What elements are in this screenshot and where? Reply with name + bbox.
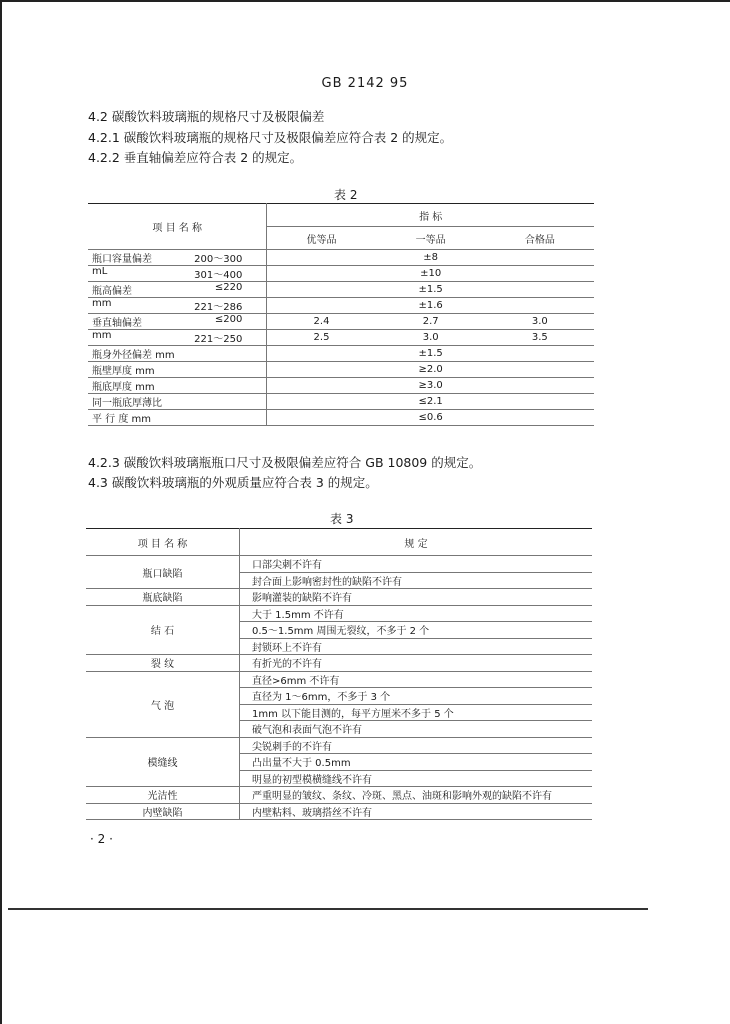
table2-row-label: 垂直轴偏差 [92,318,142,329]
table2-cell-grade1 [267,346,376,362]
section-4-3: 4.3 碳酸饮料玻璃瓶的外观质量应符合表 3 的规定。 [88,475,378,490]
table3-rule: 明显的初型模横缝线不许有 [240,770,593,787]
table2-row-label: 同一瓶底厚薄比 [92,398,162,409]
table3-item: 气 泡 [86,671,240,737]
table2-cell-grade3 [486,250,594,266]
table2-row [88,362,594,378]
table2-row-label: mm [92,330,112,341]
doc-code: GB 2142 95 [321,76,409,91]
table-3 [86,528,592,820]
table2-row-label: 瓶底厚度 mm [92,382,155,393]
table2-row-name [88,410,267,426]
table2-row-label: 瓶高偏差 [92,286,132,297]
table2-row [88,266,594,282]
table2-cell-grade1 [267,378,376,394]
table3-rule: 封合面上影响密封性的缺陷不许有 [240,572,593,589]
table2-row-range: 221～286 [194,302,243,313]
table2-cell-grade1 [267,394,376,410]
table2-cell-grade1 [267,410,376,426]
table2-cell-grade1 [267,250,376,266]
table2-row-range: 200～300 [194,254,243,265]
table2-cell-grade3 [486,362,594,378]
table2-cell-grade3 [486,298,594,314]
table3-item: 瓶底缺陷 [86,589,240,606]
table2-row-name [88,266,267,282]
table2-cell-grade3 [486,394,594,410]
table2-row [88,282,594,298]
table2-cell-grade2: ≥3.0 [376,378,486,394]
table3-item: 裂 纹 [86,655,240,672]
table2-cell-grade2: ±1.5 [376,282,486,298]
table3-item: 瓶口缺陷 [86,556,240,589]
table3-row [86,671,592,688]
table2-row-label: mL [92,266,108,277]
section-4-2-3: 4.2.3 碳酸饮料玻璃瓶瓶口尺寸及极限偏差应符合 GB 10809 的规定。 [88,455,482,470]
table2-cell-grade2: ±10 [376,266,486,282]
table3-row [86,556,592,573]
table3-rule: 有折光的不许有 [240,655,593,672]
table3-header-row [86,529,592,556]
table2-row-range: 221～250 [194,334,243,345]
table2-row-label: 平 行 度 mm [92,414,152,425]
table3-rule: 破气泡和表面气泡不许有 [240,721,593,738]
table2-row [88,330,594,346]
table2-cell-grade2: ±8 [376,250,486,266]
table3-rule: 严重明显的皱纹、条纹、冷斑、黑点、油斑和影响外观的缺陷不许有 [240,787,593,804]
table3-rule: 口部尖刺不许有 [240,556,593,573]
table2-row [88,250,594,266]
table2-row-name [88,314,267,330]
table2-row [88,346,594,362]
table2-body [88,250,594,426]
table3-body [86,556,592,820]
table2-row-name [88,250,267,266]
table2-row-name [88,394,267,410]
table2-cell-grade1: 2.5 [267,330,376,346]
table2-cell-grade3: 3.0 [486,314,594,330]
table3-rule: 封锁环上不许有 [240,638,593,655]
table2-row [88,298,594,314]
table2-row-range: 301～400 [194,270,243,281]
table2-head-index: 指 标 [267,204,594,227]
table3-head-rule: 规 定 [240,529,593,556]
table2-cell-grade1 [267,266,376,282]
table3-row [86,655,592,672]
page-number: · 2 · [90,832,113,846]
table2-cell-grade2: ≤2.1 [376,394,486,410]
table2-cell-grade2: ≤0.6 [376,410,486,426]
table3-item: 结 石 [86,605,240,655]
table2-row [88,378,594,394]
table2-cell-grade3 [486,266,594,282]
table-2 [88,203,594,426]
table2-cell-grade2: 2.7 [376,314,486,330]
table2-header-row [88,204,594,227]
table2-cell-grade3 [486,346,594,362]
section-4-2: 4.2 碳酸饮料玻璃瓶的规格尺寸及极限偏差 [88,109,325,124]
table3-rule: 尖锐刺手的不许有 [240,737,593,754]
table2-row-range: ≤220 [214,282,243,293]
page-border-top [0,0,730,2]
table2-caption: 表 2 [334,188,358,202]
page-border-left [0,0,2,1024]
table3-item: 内壁缺陷 [86,803,240,820]
table2-head-grade1: 优等品 [267,227,376,250]
section-4-2-1: 4.2.1 碳酸饮料玻璃瓶的规格尺寸及极限偏差应符合表 2 的规定。 [88,130,453,145]
table2-row-name [88,378,267,394]
table3-rule: 凸出量不大于 0.5mm [240,754,593,771]
table3-rule: 大于 1.5mm 不许有 [240,605,593,622]
table3-item: 光洁性 [86,787,240,804]
table3-rule: 直径为 1～6mm，不多于 3 个 [240,688,593,705]
table2-row-name [88,282,267,298]
table3-rule: 0.5～1.5mm 周围无裂纹，不多于 2 个 [240,622,593,639]
table3-caption: 表 3 [330,512,354,526]
table2-row-label: 瓶口容量偏差 [92,254,152,265]
table3-item: 模缝线 [86,737,240,787]
table3-row [86,589,592,606]
table2-cell-grade3 [486,282,594,298]
table2-row [88,394,594,410]
table2-cell-grade3 [486,378,594,394]
table3-rule: 1mm 以下能目测的，每平方厘米不多于 5 个 [240,704,593,721]
table3-head-item: 项 目 名 称 [86,529,240,556]
table3-rule: 内壁粘料、玻璃搭丝不许有 [240,803,593,820]
table2-head-grade2: 一等品 [376,227,486,250]
table2-row-label: mm [92,298,112,309]
table2-row-name [88,330,267,346]
table3-row [86,605,592,622]
table2-row [88,410,594,426]
bottom-rule [8,908,648,910]
table2-head-grade3: 合格品 [486,227,594,250]
table2-row-name [88,362,267,378]
table2-row-name [88,298,267,314]
table3-row [86,803,592,820]
table2-row-name [88,346,267,362]
table2-cell-grade1 [267,298,376,314]
table2-cell-grade2: 3.0 [376,330,486,346]
table2-cell-grade1 [267,282,376,298]
table2-cell-grade3 [486,410,594,426]
table3-row [86,787,592,804]
table2-cell-grade1: 2.4 [267,314,376,330]
table2-cell-grade3: 3.5 [486,330,594,346]
table2-head-item: 项 目 名 称 [88,204,267,250]
section-4-2-2: 4.2.2 垂直轴偏差应符合表 2 的规定。 [88,150,303,165]
table2-cell-grade2: ≥2.0 [376,362,486,378]
table2-cell-grade2: ±1.5 [376,346,486,362]
table2-cell-grade1 [267,362,376,378]
table2-row-range: ≤200 [214,314,243,325]
table2-row-label: 瓶身外径偏差 mm [92,350,175,361]
table2-cell-grade2: ±1.6 [376,298,486,314]
table3-row [86,737,592,754]
table3-rule: 直径>6mm 不许有 [240,671,593,688]
table3-rule: 影响灌装的缺陷不许有 [240,589,593,606]
table2-row [88,314,594,330]
table2-row-label: 瓶壁厚度 mm [92,366,155,377]
